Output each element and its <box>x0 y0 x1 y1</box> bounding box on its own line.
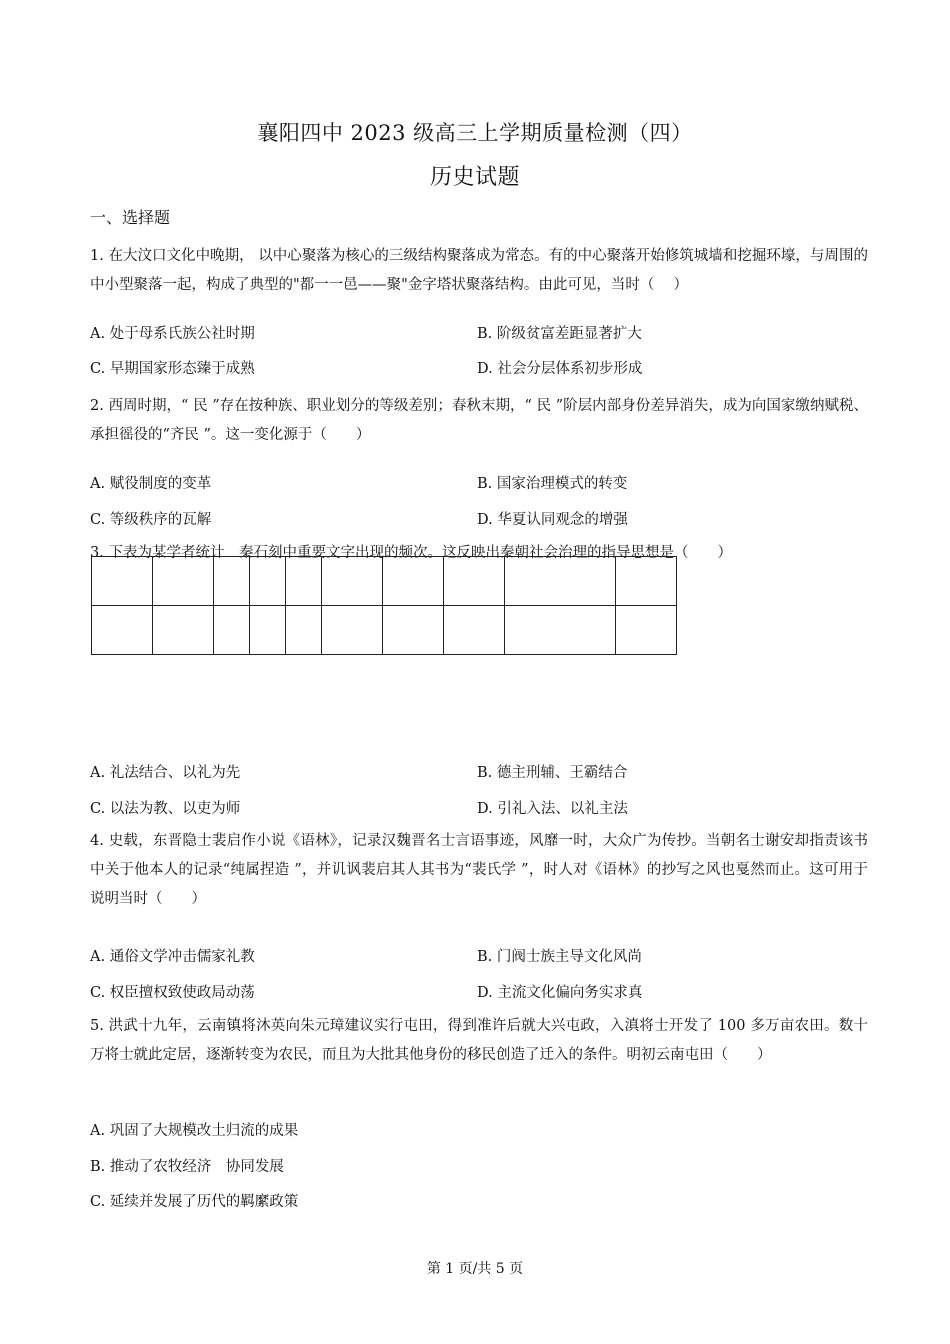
table-cell <box>444 606 505 655</box>
section-heading: 一、选择题 <box>90 208 171 227</box>
question-4-option-a[interactable]: A. 通俗文学冲击儒家礼教 <box>90 949 255 965</box>
table-cell <box>322 606 383 655</box>
table-row <box>92 557 677 606</box>
frequency-table <box>91 556 677 655</box>
question-5-text: 5. 洪武十九年，云南镇将沐英向朱元璋建议实行屯田，得到准许后就大兴屯政，入滇将士开发了 100 多万亩农田。数十万将士就此定居，逐渐转变为农民，而且为大批其他身份的移民创造了迁入的条件。明初云南屯田（ ） <box>90 1018 868 1063</box>
question-3-option-a[interactable]: A. 礼法结合、以礼为先 <box>90 765 241 781</box>
table-cell <box>286 557 322 606</box>
question-1-option-b[interactable]: B. 阶级贫富差距显著扩大 <box>477 326 642 342</box>
table-cell <box>214 606 250 655</box>
question-4-option-c[interactable]: C. 权臣擅权致使政局动荡 <box>90 985 255 1001</box>
table-cell <box>92 606 153 655</box>
page-number: 第 1 页/共 5 页 <box>426 1261 524 1277</box>
question-4-text: 4. 史载，东晋隐士裴启作小说《语林》，记录汉魏晋名士言语事迹，风靡一时，大众广为传抄。当朝名士谢安却指责该书中关于他本人的记录“纯属捏造 ”，并讥讽裴启其人其书为“裴氏学 ”，时人对《语林》的抄写之风也戛然而止。这可用于说明当时（ ） <box>90 833 868 907</box>
table-cell <box>383 606 444 655</box>
table-cell <box>505 606 616 655</box>
table-cell <box>322 557 383 606</box>
question-5-option-b[interactable]: B. 推动了农牧经济 协同发展 <box>90 1159 284 1175</box>
table-cell <box>214 557 250 606</box>
question-2-option-c[interactable]: C. 等级秩序的瓦解 <box>90 512 212 528</box>
table-cell <box>153 557 214 606</box>
table-cell <box>250 557 286 606</box>
question-1-text: 1. 在大汶口文化中晚期， 以中心聚落为核心的三级结构聚落成为常态。有的中心聚落开始修筑城墙和挖掘环壕，与周围的中小型聚落一起，构成了典型的"都一一邑——聚"金字塔状聚落结构。由此可见，当时（ ） <box>90 248 868 293</box>
table-row <box>92 606 677 655</box>
question-4-option-b[interactable]: B. 门阀士族主导文化风尚 <box>477 949 642 965</box>
table-cell <box>616 557 677 606</box>
table-cell <box>505 557 616 606</box>
table-cell <box>616 606 677 655</box>
table-cell <box>444 557 505 606</box>
exam-title: 襄阳四中 2023 级高三上学期质量检测（四） <box>257 121 693 145</box>
table-cell <box>383 557 444 606</box>
question-4-option-d[interactable]: D. 主流文化偏向务实求真 <box>477 985 643 1001</box>
question-3-text: 3. 下表为某学者统计 秦石刻中重要文字出现的频次。这反映出秦朝社会治理的指导思想是（ ） <box>90 545 732 561</box>
table-cell <box>286 606 322 655</box>
table-cell <box>153 606 214 655</box>
question-5-option-c[interactable]: C. 延续并发展了历代的羁縻政策 <box>90 1194 299 1210</box>
question-3-option-c[interactable]: C. 以法为教、以吏为师 <box>90 801 241 817</box>
question-2-text: 2. 西周时期，“ 民 ”存在按种族、职业划分的等级差别；春秋末期，“ 民 ”阶层内部身份差异消失，成为向国家缴纳赋税、承担徭役的“齐民 ”。这一变化源于（ ） <box>90 398 868 443</box>
table-cell <box>92 557 153 606</box>
question-3-option-b[interactable]: B. 德主刑辅、王霸结合 <box>477 765 628 781</box>
question-2-option-b[interactable]: B. 国家治理模式的转变 <box>477 476 628 492</box>
question-5-option-a[interactable]: A. 巩固了大规模改土归流的成果 <box>90 1123 299 1139</box>
question-2-option-a[interactable]: A. 赋役制度的变革 <box>90 476 212 492</box>
question-3-option-d[interactable]: D. 引礼入法、以礼主法 <box>477 801 628 817</box>
table-cell <box>250 606 286 655</box>
question-1-option-c[interactable]: C. 早期国家形态臻于成熟 <box>90 361 255 377</box>
question-1-option-d[interactable]: D. 社会分层体系初步形成 <box>477 361 643 377</box>
question-2-option-d[interactable]: D. 华夏认同观念的增强 <box>477 512 628 528</box>
question-1-option-a[interactable]: A. 处于母系氏族公社时期 <box>90 326 255 342</box>
subject-title: 历史试题 <box>429 165 520 190</box>
